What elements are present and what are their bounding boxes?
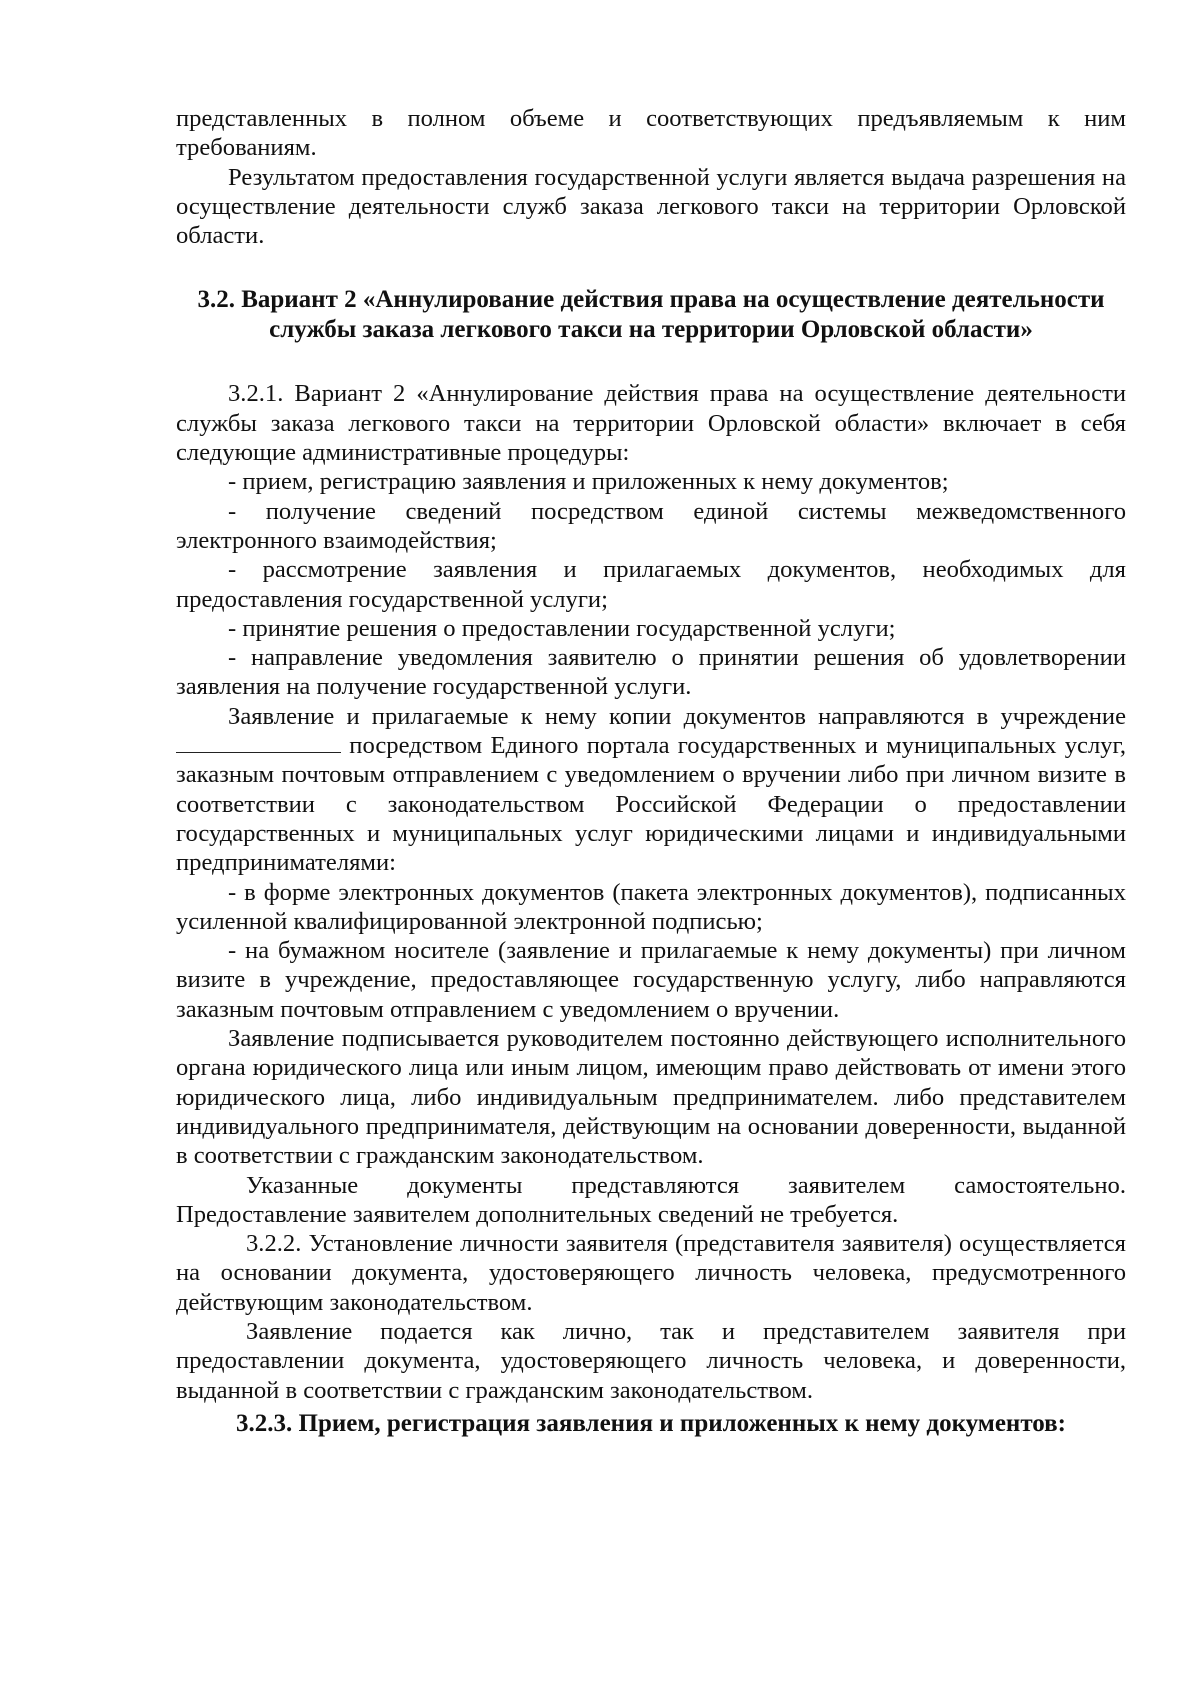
signature-paragraph: Заявление подписывается руководителем постоянно действующего исполнительного органа юридического лица или иным лицом, имеющим право действовать от имени этого юридического лица, либо индивидуальным предпринимателем. либо представителем индивидуального предпринимателя, действующим на основании доверенности, выданной в соответствии с гражданским законодательством. <box>176 1025 1126 1170</box>
section-heading: 3.2. Вариант 2 «Аннулирование действия права на осуществление деятельности службы заказа легкового такси на территории Орловской области» <box>197 286 1105 343</box>
intro-paragraph-2: Результатом предоставления государственной услуги является выдача разрешения на осуществление деятельности служб заказа легкового такси на территории Орловской области. <box>176 163 1126 250</box>
document-page <box>176 104 1126 1438</box>
procedure-item: - прием, регистрацию заявления и приложенных к нему документов; <box>228 468 949 496</box>
section-322-paragraph-1: 3.2.2. Установление личности заявителя (представителя заявителя) осуществляется на основании документа, удостоверяющего личность человека, предусмотренного действующим законодательством. <box>176 1230 1126 1316</box>
procedure-item: - получение сведений посредством единой системы межведомственного электронного взаимодействия; <box>176 497 1126 554</box>
documents-paragraph: Указанные документы представляются заявителем самостоятельно. Предоставление заявителем дополнительных сведений не требуется. <box>176 1171 1126 1228</box>
blank-fill-line <box>176 734 341 753</box>
procedure-item: - принятие решения о предоставлении государственной услуги; <box>228 614 896 642</box>
submission-form-item: - в форме электронных документов (пакета электронных документов), подписанных усиленной квалифицированной электронной подписью; <box>176 878 1126 935</box>
submission-form-item: - на бумажном носителе (заявление и прилагаемые к нему документы) при личном визите в учреждение, предоставляющее государственную услугу, либо направляются заказным почтовым отправлением с уведомлением о вручении. <box>176 937 1126 1023</box>
submission-text-before: Заявление и прилагаемые к нему копии документов направляются в учреждение <box>228 702 1126 730</box>
procedure-item: - направление уведомления заявителю о принятии решения об удовлетворении заявления на получение государственной услуги. <box>176 644 1126 701</box>
section-321-intro: 3.2.1. Вариант 2 «Аннулирование действия права на осуществление деятельности службы заказа легкового такси на территории Орловской области» включает в себя следующие административные процедуры: <box>176 380 1126 467</box>
subsection-heading: 3.2.3. Прием, регистрация заявления и приложенных к нему документов: <box>236 1409 1066 1437</box>
section-322-paragraph-2: Заявление подается как лично, так и представителем заявителя при предоставлении документа, удостоверяющего личность человека, и доверенности, выданной в соответствии с гражданским законодательством. <box>176 1317 1126 1404</box>
intro-paragraph-1: представленных в полном объеме и соответствующих предъявляемым к ним требованиям. <box>176 105 1126 162</box>
procedure-item: - рассмотрение заявления и прилагаемых документов, необходимых для предоставления государственной услуги; <box>176 556 1126 613</box>
submission-paragraph <box>176 702 1126 878</box>
submission-text-after: посредством Единого портала государственных и муниципальных услуг, заказным почтовым отправлением с уведомлением о вручении либо при личном визите в соответствии с законодательством Российской Федерации о предоставлении государственных и муниципальных услуг юридическими лицами и индивидуальными предпринимателями: <box>176 732 1126 877</box>
